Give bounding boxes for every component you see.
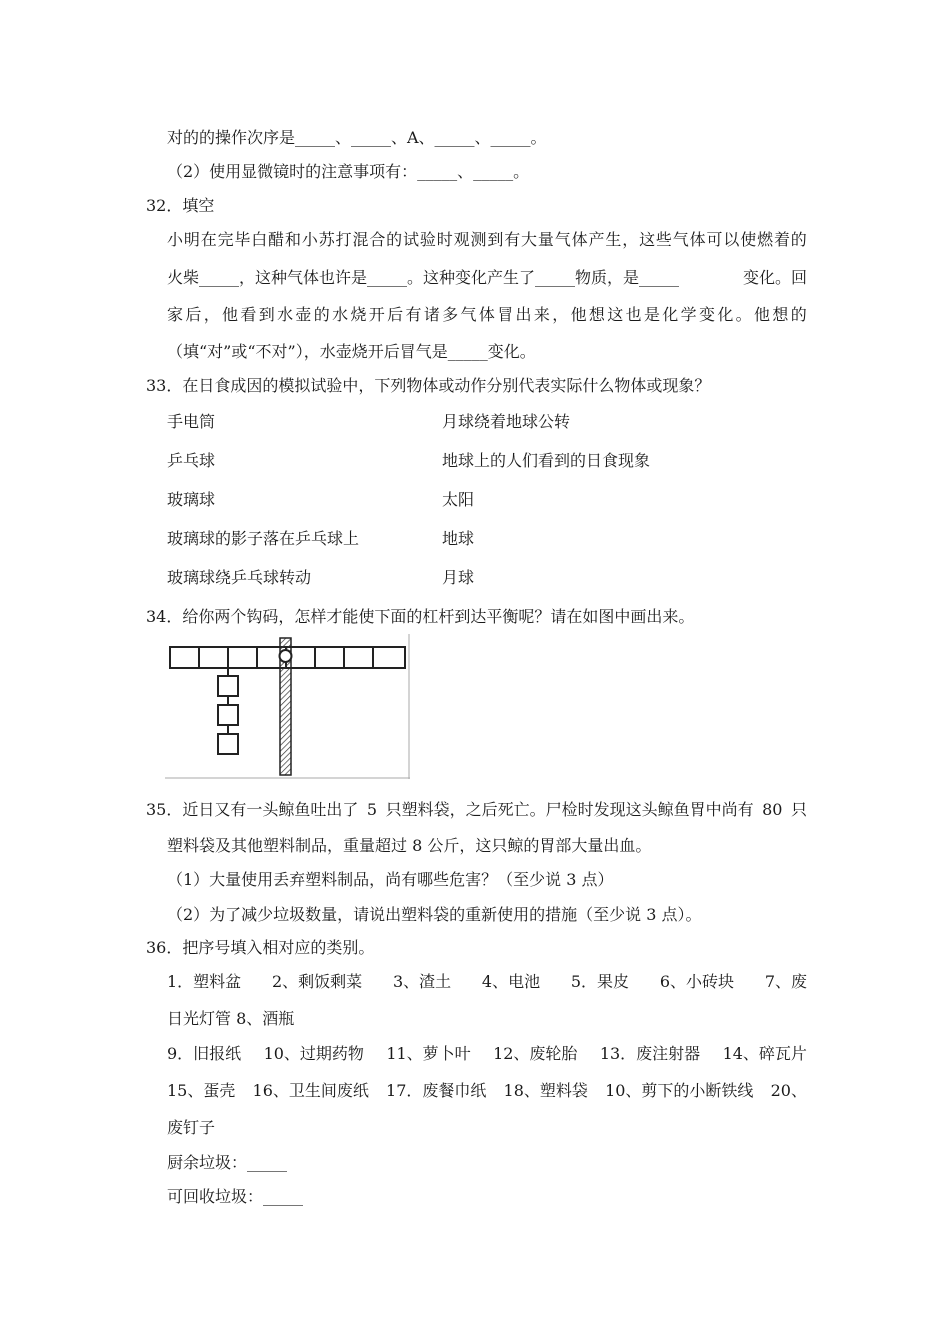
q33-right-item: 太阳 [442, 490, 475, 509]
q33-left-item: 乒乓球 [167, 451, 216, 470]
q36-items-line-5: 废钉子 [167, 1118, 216, 1137]
q33-left-item: 手电筒 [167, 412, 216, 431]
q33-right-item: 月球绕着地球公转 [442, 412, 571, 431]
q33-left-item: 玻璃球的影子落在乒乓球上 [167, 529, 360, 548]
q35-sub-question-1: （1）大量使用丢弃塑料制品，尚有哪些危害？（至少说 3 点） [167, 870, 614, 889]
prev-question-line-2: （2）使用显微镜时的注意事项有：_____、_____。 [167, 162, 530, 181]
recyclable-waste-blank: 可回收垃圾：_____ [167, 1187, 304, 1206]
q33-right-item: 月球 [442, 568, 475, 587]
q32-text-line-1: 小 明 在 完 毕 白 醋 和 小 苏 打 混 合 的 试 验 时 观 测 到 有 大 量 气 体 产 生 ， 这 些 气 体 可 以 使 燃 着 的 [167, 230, 807, 249]
lever-diagram [165, 634, 410, 779]
q35-sub-question-2: （2）为了减少垃圾数量，请说出塑料袋的重新使用的措施（至少说 3 点）。 [167, 905, 702, 924]
q36-items-line-2: 日光灯管 8、酒瓶 [167, 1009, 295, 1028]
q36-items-line-3: 9．旧报纸 10、过期药物 11、萝卜叶 12、废轮胎 13．废注射器 14、碎瓦片 [167, 1044, 807, 1063]
lever-support-stand [280, 638, 292, 775]
hanging-weights [218, 668, 238, 754]
q32-text-line-4: （填“对”或“不对”），水壶烧开后冒气是_____变化。 [167, 342, 536, 361]
q32-text-line-2: 火柴_____，这种气体也许是_____。这种变化产生了_____物质，是_____ 变化。回 [167, 268, 807, 287]
q36-items-line-4: 15、蛋壳 16、卫生间废纸 17．废餐巾纸 18、塑料袋 10、剪下的小断铁线 20、 [167, 1081, 807, 1100]
q33-left-item: 玻璃球 [167, 490, 216, 509]
q33-left-item: 玻璃球绕乒乓球转动 [167, 568, 312, 587]
q36-title: 36．把序号填入相对应的类别。 [146, 938, 375, 957]
q32-text-line-3: 家 后 ， 他 看 到 水 壶 的 水 烧 开 后 有 诸 多 气 体 冒 出 来 ， 他 想 这 也 是 化 学 变 化 。 他 想 的 [167, 305, 807, 324]
q33-title: 33．在日食成因的模拟试验中，下列物体或动作分别代表实际什么物体或现象？ [146, 376, 711, 395]
q33-right-item: 地球上的人们看到的日食现象 [442, 451, 651, 470]
q36-items-line-1: 1．塑料盆 2、剩饭剩菜 3、渣土 4、电池 5．果皮 6、小砖块 7、废 [167, 972, 807, 991]
q35-text-line-1: 35．近日又有一头鲸鱼吐出了 5 只塑料袋，之后死亡。尸检时发现这头鲸鱼胃中尚有 80 只 [146, 800, 807, 819]
q32-title: 32．填空 [146, 196, 215, 215]
kitchen-waste-blank: 厨余垃圾：_____ [167, 1153, 288, 1172]
prev-question-line-1: 对的的操作次序是_____、_____、A、_____、_____。 [167, 128, 547, 147]
q35-text-line-2: 塑料袋及其他塑料制品，重量超过 8 公斤，这只鲸的胃部大量出血。 [167, 836, 652, 855]
q34-title: 34．给你两个钩码，怎样才能使下面的杠杆到达平衡呢？请在如图中画出来。 [146, 607, 695, 626]
q33-right-item: 地球 [442, 529, 475, 548]
